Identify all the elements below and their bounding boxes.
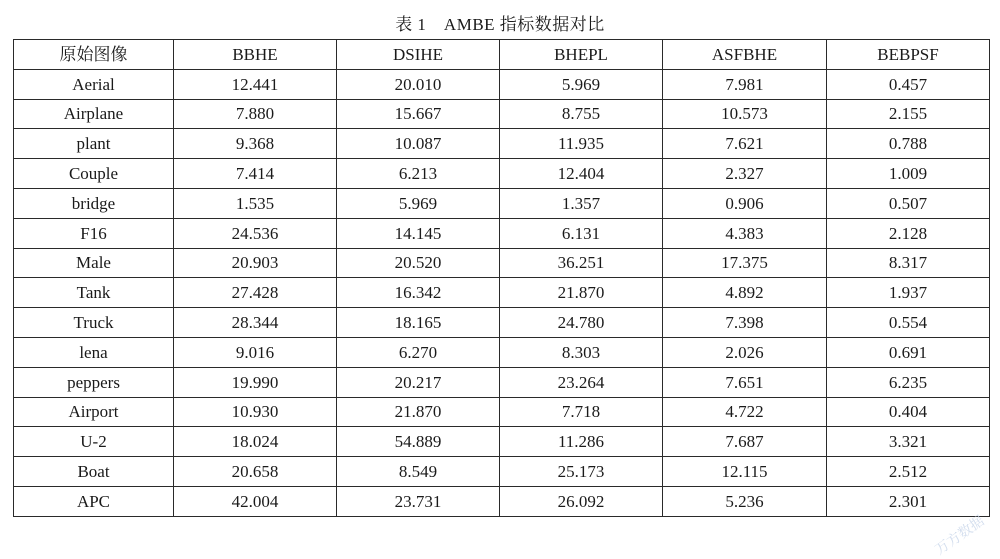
column-header-dsihe: DSIHE [337,40,500,70]
ambe-value-cell: 6.235 [827,367,990,397]
ambe-value-cell: 2.155 [827,99,990,129]
ambe-value-cell: 0.554 [827,308,990,338]
ambe-data-table [13,39,990,517]
table-row [14,69,990,99]
ambe-value-cell: 19.990 [174,367,337,397]
table-row [14,427,990,457]
table-row [14,188,990,218]
ambe-value-cell: 20.658 [174,457,337,487]
image-name-cell: APC [14,486,174,516]
table-header-row [14,40,990,70]
table-row [14,129,990,159]
ambe-value-cell: 0.457 [827,69,990,99]
ambe-value-cell: 36.251 [500,248,663,278]
ambe-value-cell: 5.969 [337,188,500,218]
ambe-value-cell: 20.903 [174,248,337,278]
ambe-value-cell: 26.092 [500,486,663,516]
ambe-value-cell: 2.327 [663,159,827,189]
ambe-value-cell: 10.573 [663,99,827,129]
table-row [14,457,990,487]
ambe-value-cell: 11.286 [500,427,663,457]
ambe-value-cell: 8.303 [500,337,663,367]
image-name-cell: Couple [14,159,174,189]
ambe-value-cell: 5.969 [500,69,663,99]
ambe-value-cell: 21.870 [500,278,663,308]
ambe-value-cell: 24.780 [500,308,663,338]
ambe-value-cell: 7.981 [663,69,827,99]
ambe-value-cell: 8.317 [827,248,990,278]
ambe-value-cell: 7.880 [174,99,337,129]
ambe-value-cell: 23.731 [337,486,500,516]
image-name-cell: lena [14,337,174,367]
ambe-value-cell: 0.906 [663,188,827,218]
image-name-cell: Airplane [14,99,174,129]
ambe-value-cell: 21.870 [337,397,500,427]
ambe-value-cell: 27.428 [174,278,337,308]
ambe-value-cell: 7.718 [500,397,663,427]
table-row [14,397,990,427]
ambe-value-cell: 12.441 [174,69,337,99]
ambe-value-cell: 1.535 [174,188,337,218]
table-row [14,99,990,129]
column-header-bhepl: BHEPL [500,40,663,70]
ambe-value-cell: 7.687 [663,427,827,457]
ambe-value-cell: 7.414 [174,159,337,189]
ambe-value-cell: 14.145 [337,218,500,248]
ambe-value-cell: 9.368 [174,129,337,159]
ambe-value-cell: 7.651 [663,367,827,397]
ambe-value-cell: 10.930 [174,397,337,427]
ambe-value-cell: 0.788 [827,129,990,159]
ambe-value-cell: 1.009 [827,159,990,189]
ambe-value-cell: 5.236 [663,486,827,516]
ambe-value-cell: 2.026 [663,337,827,367]
ambe-value-cell: 4.892 [663,278,827,308]
ambe-value-cell: 18.165 [337,308,500,338]
table-body [14,69,990,516]
ambe-value-cell: 24.536 [174,218,337,248]
ambe-value-cell: 20.217 [337,367,500,397]
image-name-cell: U-2 [14,427,174,457]
ambe-value-cell: 54.889 [337,427,500,457]
ambe-value-cell: 6.270 [337,337,500,367]
image-name-cell: peppers [14,367,174,397]
ambe-value-cell: 1.937 [827,278,990,308]
table-row [14,248,990,278]
ambe-value-cell: 7.398 [663,308,827,338]
ambe-value-cell: 2.128 [827,218,990,248]
ambe-value-cell: 6.213 [337,159,500,189]
watermark: 万方数据 [932,513,988,559]
table-row [14,308,990,338]
image-name-cell: Truck [14,308,174,338]
ambe-value-cell: 3.321 [827,427,990,457]
ambe-value-cell: 8.549 [337,457,500,487]
image-name-cell: Male [14,248,174,278]
image-name-cell: Boat [14,457,174,487]
ambe-value-cell: 9.016 [174,337,337,367]
ambe-value-cell: 4.722 [663,397,827,427]
ambe-value-cell: 18.024 [174,427,337,457]
ambe-value-cell: 20.520 [337,248,500,278]
ambe-value-cell: 7.621 [663,129,827,159]
ambe-value-cell: 12.404 [500,159,663,189]
image-name-cell: bridge [14,188,174,218]
ambe-value-cell: 0.404 [827,397,990,427]
column-header-asfbhe: ASFBHE [663,40,827,70]
ambe-value-cell: 16.342 [337,278,500,308]
image-name-cell: Tank [14,278,174,308]
ambe-value-cell: 42.004 [174,486,337,516]
ambe-value-cell: 12.115 [663,457,827,487]
table-row [14,337,990,367]
ambe-value-cell: 8.755 [500,99,663,129]
column-header-bbhe: BBHE [174,40,337,70]
ambe-value-cell: 17.375 [663,248,827,278]
ambe-value-cell: 6.131 [500,218,663,248]
table-row [14,159,990,189]
table-row [14,486,990,516]
column-header-original-image: 原始图像 [14,40,174,70]
table-caption: 表 1 AMBE 指标数据对比 [395,15,605,34]
image-name-cell: Airport [14,397,174,427]
ambe-value-cell: 10.087 [337,129,500,159]
ambe-value-cell: 15.667 [337,99,500,129]
ambe-value-cell: 23.264 [500,367,663,397]
ambe-value-cell: 25.173 [500,457,663,487]
column-header-bebpsf: BEBPSF [827,40,990,70]
ambe-value-cell: 0.507 [827,188,990,218]
table-row [14,278,990,308]
ambe-value-cell: 11.935 [500,129,663,159]
image-name-cell: plant [14,129,174,159]
image-name-cell: Aerial [14,69,174,99]
ambe-value-cell: 1.357 [500,188,663,218]
table-row [14,218,990,248]
table-row [14,367,990,397]
ambe-value-cell: 28.344 [174,308,337,338]
ambe-value-cell: 2.512 [827,457,990,487]
image-name-cell: F16 [14,218,174,248]
ambe-value-cell: 2.301 [827,486,990,516]
ambe-value-cell: 0.691 [827,337,990,367]
ambe-value-cell: 20.010 [337,69,500,99]
ambe-value-cell: 4.383 [663,218,827,248]
